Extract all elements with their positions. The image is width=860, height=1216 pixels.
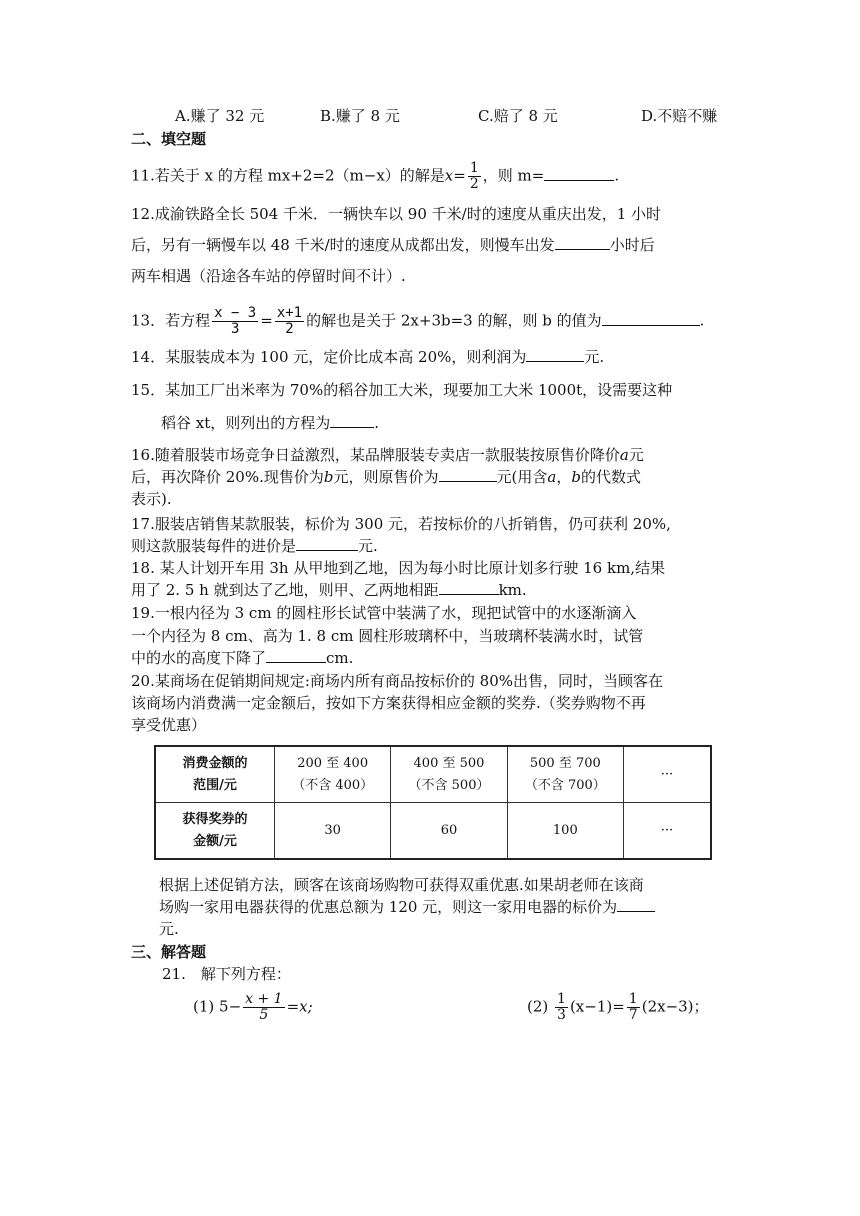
q16-var-a: a <box>619 446 629 464</box>
q13-f1-den: 3 <box>230 321 240 337</box>
q13-eq: = <box>260 311 273 330</box>
q20-line1: 20.某商场在促销期间规定:商场内所有商品按标价的 80%出售，同时，当顾客在 <box>131 672 664 690</box>
q12-line2a: 后，另有一辆慢车以 48 千米/时的速度从成都出发，则慢车出发 <box>131 236 555 254</box>
q14-text-post: 元. <box>584 348 605 366</box>
q13-fraction-1 <box>212 306 258 337</box>
q17-line2b: 元. <box>358 537 378 555</box>
q18-answer-blank[interactable] <box>439 580 499 595</box>
q21-p1-fraction <box>243 992 284 1023</box>
q13-f2-den: 2 <box>285 321 294 337</box>
q18-line2a: 用了 2. 5 h 就到达了乙地，则甲、乙两地相距 <box>131 581 439 599</box>
q21-p2-index: (2) <box>527 997 549 1016</box>
q16-line1b: 元 <box>628 446 644 464</box>
table-cell <box>391 746 507 803</box>
q19-line1: 19.一根内径为 3 cm 的圆柱形长试管中装满了水，现把试管中的水逐渐滴入 <box>131 604 637 622</box>
q21-p1-a: 5− <box>219 997 242 1016</box>
q21-p2-n1: 1 <box>557 991 566 1007</box>
header-line: 范围/元 <box>193 777 237 793</box>
q16-line2 <box>131 466 641 488</box>
q15-answer-blank[interactable] <box>330 413 374 428</box>
table-cell: 30 <box>275 803 391 860</box>
q12-line2 <box>131 234 655 256</box>
q21-p2-fraction-2 <box>627 992 640 1023</box>
q21-p1-den: 5 <box>259 1007 269 1023</box>
q16-line1 <box>131 444 644 466</box>
q21-p2-a: (x−1)= <box>569 997 625 1016</box>
q15-line2a: 稻谷 xt，则列出的方程为 <box>161 414 331 432</box>
q16-line3: 表示). <box>131 490 172 508</box>
q14-answer-blank[interactable] <box>526 347 584 362</box>
q21-p2-d1: 3 <box>557 1007 566 1023</box>
q20-line3: 享受优惠） <box>131 716 207 734</box>
q16-line1a: 16.随着服装市场竞争日益激烈，某品牌服装专卖店一款服装按原售价降价 <box>131 446 620 464</box>
cell-line: 200 至 400 <box>297 755 369 771</box>
q20-answer-blank[interactable] <box>617 897 655 912</box>
q12-answer-blank[interactable] <box>555 235 610 250</box>
table-cell: 100 <box>507 803 623 860</box>
q11-frac-num: 1 <box>469 160 479 176</box>
section-solve-heading: 三、解答题 <box>131 943 207 961</box>
q13-fraction-2 <box>275 306 304 337</box>
q11-fraction <box>468 161 481 192</box>
q10-option-d: D.不赔不赚 <box>641 107 718 125</box>
q11-answer-blank[interactable] <box>544 166 614 181</box>
q16-line2b: 元，则原售价为 <box>333 468 439 486</box>
table-row <box>155 746 711 803</box>
q16-var-b2: b <box>571 468 581 486</box>
q13-answer-blank[interactable] <box>602 311 700 326</box>
cell-line: ··· <box>660 766 674 782</box>
q16-line2a: 后，再次降价 20%.现售价为 <box>131 468 324 486</box>
cell-line: （不含 700） <box>524 777 606 793</box>
q10-option-c: C.赔了 8 元 <box>478 107 558 125</box>
q16-var-b: b <box>323 468 334 486</box>
cell-line: （不含 500） <box>408 777 490 793</box>
q10-option-a: A.赚了 32 元 <box>175 107 265 125</box>
q16-answer-blank[interactable] <box>439 467 497 482</box>
q21-label: 21. 解下列方程： <box>162 965 291 983</box>
q16-line2c: 元(用含 <box>496 468 548 486</box>
q18-line2b: km. <box>498 581 527 599</box>
header-line: 获得奖券的 <box>182 811 248 827</box>
q21-p2-d2: 7 <box>628 1007 638 1023</box>
table-cell <box>624 746 712 803</box>
q20b-line2-text: 场购一家用电器获得的优惠总额为 120 元，则这一家用电器的标价为 <box>159 898 618 916</box>
q15-end: . <box>374 414 380 432</box>
q20-line2: 该商场内消费满一定金额后，按如下方案获得相应金额的奖券.（奖券购物不再 <box>131 694 646 712</box>
q16-var-a2: a <box>547 468 557 486</box>
cell-line: 500 至 700 <box>529 755 601 771</box>
q13-f2-num: x+1 <box>276 305 303 321</box>
table-cell: 60 <box>391 803 507 860</box>
table-row <box>155 803 711 860</box>
q21-part-2 <box>527 992 709 1023</box>
q19-line3a: 中的水的高度下降了 <box>131 649 267 667</box>
q21-p1-index: (1) <box>193 997 215 1016</box>
header-line: 消费金额的 <box>182 755 248 771</box>
table-cell <box>275 746 391 803</box>
q21-part-1 <box>193 992 313 1023</box>
q10-option-b: B.赚了 8 元 <box>320 107 400 125</box>
q15-line2 <box>161 412 379 434</box>
q13-text-post: 的解也是关于 2x+3b=3 的解，则 b 的值为 <box>306 311 602 330</box>
q21-p2-fraction-1 <box>555 992 568 1023</box>
q11-text-post: ，则 m= <box>482 166 545 185</box>
q11-text: 11.若关于 x 的方程 mx+2=2（m−x）的解是 <box>131 166 445 185</box>
q20b-line2 <box>159 896 655 918</box>
q16-sep: ， <box>556 468 572 486</box>
q18-line2 <box>131 579 527 601</box>
q17-answer-blank[interactable] <box>296 536 358 551</box>
q17-line2a: 则这款服装每件的进价是 <box>131 537 297 555</box>
question-14 <box>131 346 604 368</box>
question-13 <box>131 306 704 337</box>
q11-frac-den: 2 <box>469 176 479 192</box>
q16-line2d: 的代数式 <box>580 468 641 486</box>
q11-eq: = <box>453 166 466 185</box>
q20b-line1: 根据上述促销方法，顾客在该商场购物可获得双重优惠.如果胡老师在该商 <box>159 876 644 894</box>
table-header-cell <box>155 803 275 860</box>
q21-p2-b: (2x−3)； <box>641 997 709 1016</box>
q19-line3 <box>131 647 353 669</box>
question-11 <box>131 161 619 192</box>
q12-line1: 12.成渝铁路全长 504 千米．一辆快车以 90 千米/时的速度从重庆出发，1 小时 <box>131 205 662 223</box>
q14-text: 14．某服装成本为 100 元，定价比成本高 20%，则利润为 <box>131 348 527 366</box>
q19-answer-blank[interactable] <box>266 648 326 663</box>
q11-var: x <box>444 166 454 185</box>
header-line: 金额/元 <box>193 833 237 849</box>
q20b-line3: 元. <box>159 920 179 938</box>
q19-line3b: cm. <box>326 649 354 667</box>
q11-end: . <box>614 166 620 185</box>
q21-p1-b: =x; <box>286 997 313 1016</box>
q15-line1: 15．某加工厂出米率为 70%的稻谷加工大米，现要加工大米 1000t，设需要这种 <box>131 381 673 399</box>
q19-line2: 一个内径为 8 cm、高为 1. 8 cm 圆柱形玻璃杯中，当玻璃杯装满水时，试管 <box>131 627 644 645</box>
table-cell: ··· <box>624 803 712 860</box>
q13-text: 13．若方程 <box>131 311 211 330</box>
cell-line: （不含 400） <box>292 777 374 793</box>
table-header-cell <box>155 746 275 803</box>
q13-f1-num: x − 3 <box>214 305 257 321</box>
section-fill-in-heading: 二、填空题 <box>131 130 207 148</box>
q12-line2b: 小时后 <box>609 236 655 254</box>
voucher-table <box>154 745 712 860</box>
q21-p1-num: x + 1 <box>245 991 283 1007</box>
q13-end: . <box>699 311 705 330</box>
q18-line1: 18. 某人计划开车用 3h 从甲地到乙地，因为每小时比原计划多行驶 16 km,结果 <box>131 559 666 577</box>
q17-line2 <box>131 535 378 557</box>
q21-p2-n2: 1 <box>628 991 638 1007</box>
cell-line: 400 至 500 <box>413 755 485 771</box>
q12-line3: 两车相遇（沿途各车站的停留时间不计）. <box>131 267 406 285</box>
table-cell <box>507 746 623 803</box>
q17-line1: 17.服装店销售某款服装，标价为 300 元，若按标价的八折销售，仍可获利 20%, <box>131 515 671 533</box>
